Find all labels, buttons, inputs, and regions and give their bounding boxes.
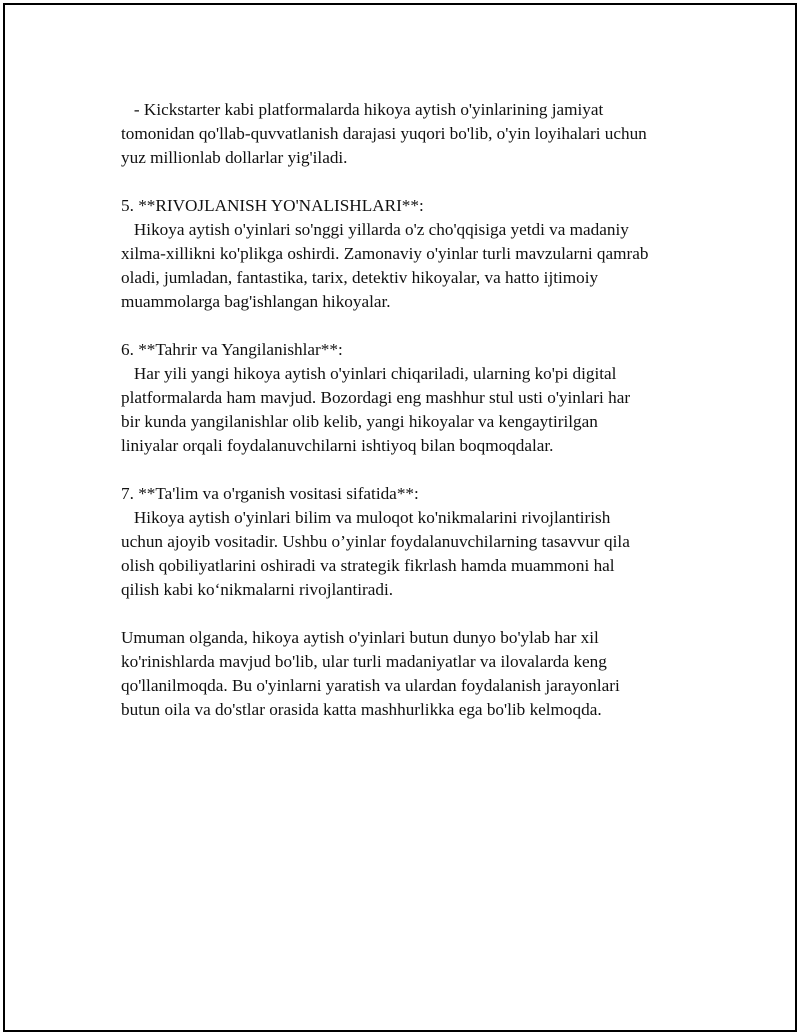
text-line: oladi, jumladan, fantastika, tarix, detektiv hikoyalar, va hatto ijtimoiy — [121, 268, 599, 287]
text-line: tomonidan qo'llab-quvvatlanish darajasi yuqori bo'lib, o'yin loyihalari uchun — [121, 124, 647, 143]
text-line: olish qobiliyatlarini oshiradi va strategik fikrlash hamda muammoni hal — [121, 556, 615, 575]
text-line: Hikoya aytish o'yinlari so'nggi yillarda o'z cho'qqisiga yetdi va madaniy — [121, 220, 629, 239]
section-5-rivojlanish — [121, 194, 721, 314]
paragraph-kickstarter — [121, 98, 721, 170]
text-line: liniyalar orqali foydalanuvchilarni ishtiyoq bilan boqmoqdalar. — [121, 436, 554, 455]
text-line: xilma-xillikni ko'plikga oshirdi. Zamonaviy o'yinlar turli mavzularni qamrab — [121, 244, 649, 263]
text-line: bir kunda yangilanishlar olib kelib, yangi hikoyalar va kengaytirilgan — [121, 412, 598, 431]
text-line: Hikoya aytish o'yinlari bilim va muloqot ko'nikmalarini rivojlantirish — [121, 508, 611, 527]
paragraph-conclusion — [121, 626, 721, 722]
document-page — [3, 3, 797, 1032]
text-line: butun oila va do'stlar orasida katta mashhurlikka ega bo'lib kelmoqda. — [121, 700, 602, 719]
section-heading: 5. **RIVOJLANISH YO'NALISHLARI**: — [121, 196, 424, 215]
text-line: uchun ajoyib vositadir. Ushbu o’yinlar foydalanuvchilarning tasavvur qila — [121, 532, 630, 551]
section-heading: 6. **Tahrir va Yangilanishlar**: — [121, 340, 343, 359]
text-line: yuz millionlab dollarlar yig'iladi. — [121, 148, 348, 167]
section-heading: 7. **Ta'lim va o'rganish vositasi sifatida**: — [121, 484, 419, 503]
text-line: muammolarga bag'ishlangan hikoyalar. — [121, 292, 391, 311]
document-body — [121, 98, 721, 746]
text-line: ko'rinishlarda mavjud bo'lib, ular turli madaniyatlar va ilovalarda keng — [121, 652, 607, 671]
section-7-talim — [121, 482, 721, 602]
text-line: Umuman olganda, hikoya aytish o'yinlari butun dunyo bo'ylab har xil — [121, 628, 599, 647]
section-6-tahrir — [121, 338, 721, 458]
text-line: qo'llanilmoqda. Bu o'yinlarni yaratish va ulardan foydalanish jarayonlari — [121, 676, 620, 695]
text-line: qilish kabi ko‘nikmalarni rivojlantiradi. — [121, 580, 394, 599]
text-line: Har yili yangi hikoya aytish o'yinlari chiqariladi, ularning ko'pi digital — [121, 364, 617, 383]
text-line: - Kickstarter kabi platformalarda hikoya aytish o'yinlarining jamiyat — [121, 100, 604, 119]
text-line: platformalarda ham mavjud. Bozordagi eng mashhur stul usti o'yinlari har — [121, 388, 631, 407]
